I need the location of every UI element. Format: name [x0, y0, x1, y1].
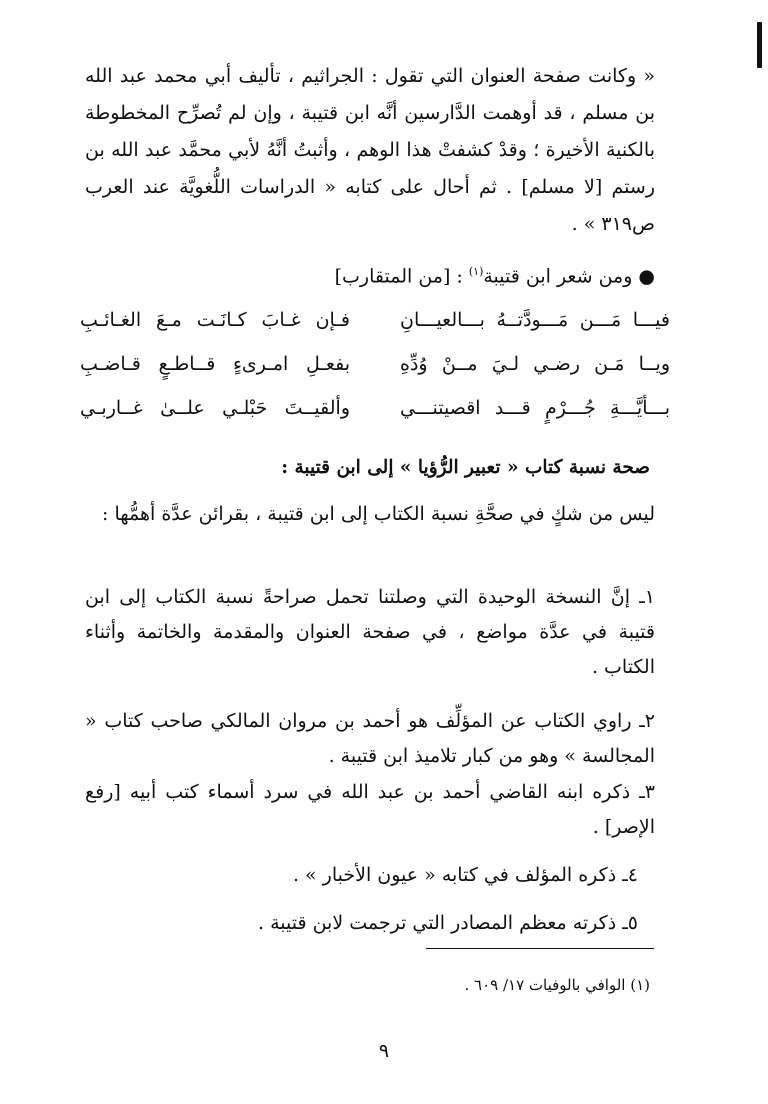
poem-first-hemistich: ويــا مَـن رضـي لـيَ مــنْ وُدِّهِ [400, 353, 670, 375]
evidence-item-4: ٤ـ ذكره المؤلف في كتابه « عيون الأخبار » . [292, 864, 638, 886]
poetry-intro [85, 256, 655, 292]
footnote-separator [426, 948, 654, 949]
evidence-item-5: ٥ـ ذكرته معظم المصادر التي ترجمت لابن قتيبة . [258, 912, 638, 934]
poem [80, 298, 670, 430]
poetry-meter: : [من المتقارب] [334, 265, 469, 288]
poem-line [80, 342, 670, 386]
evidence-item-1: ١ـ إنَّ النسخة الوحيدة التي وصلتنا تحمل صراحةً نسبة الكتاب إلى ابن قتيبة في عدَّة مواضع ، في صفحة العنوان والمقدمة والخاتمة وأثناء الكتاب . [85, 586, 655, 678]
poem-first-hemistich: فيـــا مَـــن مَـــودَّتــهُ بـــالعيـــانِ [400, 309, 670, 331]
poetry-intro-text: ● ومن شعر ابن قتيبة [483, 265, 655, 288]
poem-line [80, 386, 670, 430]
evidence-item-2: ٢ـ راوي الكتاب عن المؤلِّف هو أحمد بن مروان المالكي صاحب كتاب « المجالسة » وهو من كبار تلاميذ ابن قتيبة . [85, 710, 655, 767]
evidence-item-3: ٣ـ ذكره ابنه القاضي أحمد بن عبد الله في سرد أسماء كتب أبيه [رفع الإصر] . [85, 781, 655, 838]
poem-first-hemistich: بـــأيَّـــةِ جُـــرْمٍ قـــد اقصيتنـــي [400, 397, 670, 419]
footnote: (١) الوافي بالوفيات ١٧/ ٦٠٩ . [464, 976, 650, 994]
quoted-paragraph: « وكانت صفحة العنوان التي تقول : الجراثيم ، تأليف أبي محمد عبد الله بن مسلم ، قد أوهمت الدَّارسين أنَّه ابن قتيبة ، وإن لم تُصرِّح المخطوطة بالكنية الأخيرة ؛ وقدْ كشفتْ هذا الوهم ، وأثبتُ أنَّهُ لأبي محمَّد عبد الله بن رستم [لا مسلم] . ثم أحال على كتابه « الدراسات اللُّغويَّة عند العرب ص٣١٩ » . [85, 65, 655, 235]
section-heading: صحة نسبة كتاب « تعبير الرُّؤيا » إلى ابن قتيبة : [281, 457, 650, 478]
poem-second-hemistich: بفعـلِ امـرىءٍ قــاطـعٍ قـاضـبِ [80, 353, 350, 375]
page-number: ٩ [378, 1040, 390, 1062]
poem-line [80, 298, 670, 342]
attribution-paragraph: ليس من شكٍ في صحَّةِ نسبة الكتاب إلى ابن قتيبة ، بقرائن عدَّة أهمُّها : [102, 503, 655, 525]
footnote-reference: (١) [468, 265, 484, 278]
poem-second-hemistich: وألقيــتَ حَبْلـي علــىٰ غــاربـي [80, 397, 350, 419]
page-edge-mark [757, 22, 762, 68]
poem-second-hemistich: فـإن غـابَ كـانَـت مـعَ الغـائـبِ [80, 309, 350, 331]
